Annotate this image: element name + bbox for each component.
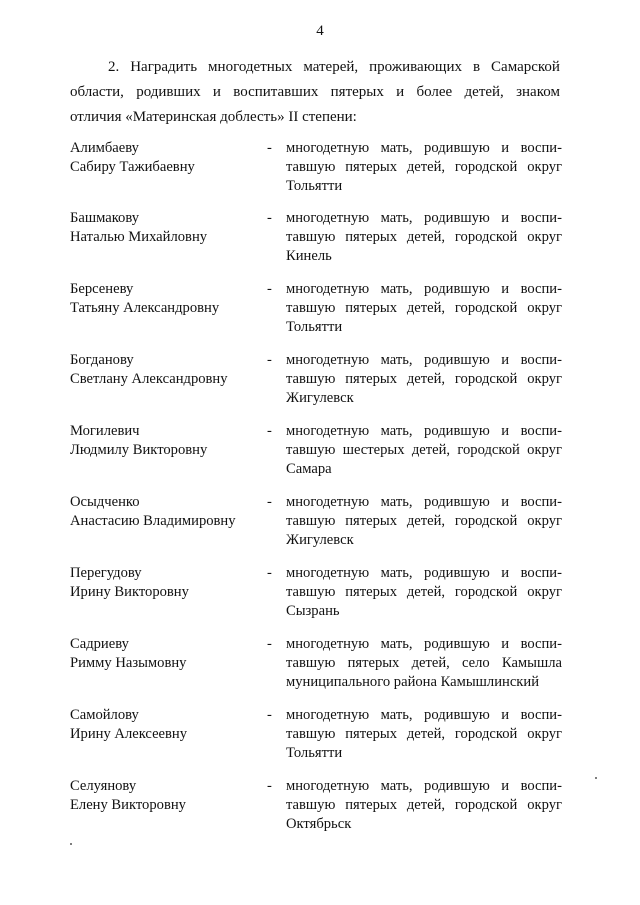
description-word: мать, <box>380 778 413 794</box>
description-word: многодетную <box>286 565 370 581</box>
description-word: и <box>501 352 510 368</box>
intro-word: родивших <box>136 84 201 100</box>
dash-separator: - <box>267 494 272 510</box>
description-word: тавшую <box>286 797 336 813</box>
description-word: пятерых <box>345 797 397 813</box>
recipient-name <box>70 139 260 177</box>
description-word: округ <box>527 797 562 813</box>
dash-separator: - <box>267 707 272 723</box>
description-word: Камышла <box>501 655 562 671</box>
intro-word: детей, <box>464 84 504 100</box>
description-word: воспи- <box>520 565 562 581</box>
description-word: тавшую <box>286 371 336 387</box>
description-word: округ <box>527 442 562 458</box>
intro-word: воспитавших <box>233 84 319 100</box>
description-word: тавшую <box>286 584 336 600</box>
description-word: и <box>501 140 510 156</box>
description-line-3: Самара <box>286 461 332 477</box>
intro-word: знаком <box>516 84 560 100</box>
description-word: родившую <box>424 778 490 794</box>
recipient-description <box>286 493 562 550</box>
description-word: многодетную <box>286 210 370 226</box>
description-word: мать, <box>380 636 413 652</box>
intro-word: Самарской <box>491 59 560 75</box>
recipient-name <box>70 635 260 673</box>
description-word: городской <box>457 442 520 458</box>
description-line-1 <box>286 564 562 583</box>
description-line-1 <box>286 280 562 299</box>
description-word: мать, <box>380 210 413 226</box>
description-word: родившую <box>424 352 490 368</box>
recipient-description <box>286 706 562 763</box>
description-word: и <box>501 565 510 581</box>
description-line-1 <box>286 351 562 370</box>
recipient-given-names: Татьяну Александровну <box>70 300 220 316</box>
recipient-surname: Самойлову <box>70 707 139 723</box>
recipient-given-names: Елену Викторовну <box>70 797 186 813</box>
description-word: детей, <box>411 655 450 671</box>
recipient-given-names: Ирину Алексеевну <box>70 726 188 742</box>
description-word: многодетную <box>286 636 370 652</box>
description-word: тавшую <box>286 300 336 316</box>
description-word: воспи- <box>520 281 562 297</box>
description-word: пятерых <box>345 229 397 245</box>
description-word: воспи- <box>520 636 562 652</box>
description-word: мать, <box>380 565 413 581</box>
description-word: воспи- <box>520 494 562 510</box>
recipient-name <box>70 351 260 389</box>
description-line-2 <box>286 512 562 531</box>
description-word: детей, <box>406 726 446 742</box>
description-word: округ <box>527 726 562 742</box>
description-word: многодетную <box>286 281 370 297</box>
recipient-given-names: Людмилу Викторовну <box>70 442 208 458</box>
description-word: тавшую <box>286 655 336 671</box>
description-word: мать, <box>380 281 413 297</box>
recipient-description <box>286 351 562 408</box>
dash-separator: - <box>267 565 272 581</box>
description-word: городской <box>454 513 518 529</box>
dash-separator: - <box>267 352 272 368</box>
dash-separator: - <box>267 636 272 652</box>
description-line-2 <box>286 228 562 247</box>
description-word: многодетную <box>286 707 370 723</box>
recipient-description <box>286 280 562 337</box>
description-word: округ <box>527 371 562 387</box>
description-word: пятерых <box>345 159 397 175</box>
intro-word: многодетных <box>208 59 293 75</box>
recipient-given-names: Сабиру Тажибаевну <box>70 159 195 175</box>
description-word: воспи- <box>520 210 562 226</box>
description-word: и <box>501 778 510 794</box>
description-word: мать, <box>380 494 413 510</box>
description-line-1 <box>286 493 562 512</box>
recipient-surname: Алимбаеву <box>70 140 139 156</box>
recipient-surname: Башмакову <box>70 210 140 226</box>
description-word: детей, <box>406 797 446 813</box>
recipient-surname: Берсеневу <box>70 281 134 297</box>
description-word: пятерых <box>345 300 397 316</box>
recipient-name <box>70 706 260 744</box>
description-word: и <box>501 494 510 510</box>
description-word: тавшую <box>286 159 336 175</box>
recipient-given-names: Анастасию Владимировну <box>70 513 236 529</box>
description-word: многодетную <box>286 352 370 368</box>
description-word: многодетную <box>286 423 370 439</box>
description-line-3: Жигулевск <box>286 390 354 406</box>
description-line-3: Сызрань <box>286 603 340 619</box>
description-word: тавшую <box>286 442 336 458</box>
description-word: округ <box>527 300 562 316</box>
recipient-description <box>286 635 562 692</box>
description-word: пятерых <box>345 513 397 529</box>
intro-word: и <box>396 84 405 100</box>
description-word: городской <box>454 159 518 175</box>
description-line-3: Кинель <box>286 248 332 264</box>
description-word: пятерых <box>347 655 400 671</box>
description-word: родившую <box>424 210 490 226</box>
description-word: воспи- <box>520 778 562 794</box>
description-line-1 <box>286 139 562 158</box>
description-word: детей, <box>406 371 446 387</box>
recipient-surname: Богданову <box>70 352 134 368</box>
description-line-3: Тольятти <box>286 319 343 335</box>
description-word: и <box>501 707 510 723</box>
description-word: детей, <box>406 300 446 316</box>
page-number: 4 <box>316 23 324 39</box>
intro-line-3: отличия «Материнская доблесть» II степени: <box>70 109 357 125</box>
description-word: воспи- <box>520 140 562 156</box>
description-line-1 <box>286 422 562 441</box>
scan-speck <box>70 843 72 845</box>
description-line-2 <box>286 441 562 460</box>
description-word: тавшую <box>286 229 336 245</box>
recipient-description <box>286 777 562 834</box>
description-word: родившую <box>424 140 490 156</box>
description-word: тавшую <box>286 726 336 742</box>
description-line-2 <box>286 299 562 318</box>
intro-word: пятерых <box>330 84 384 100</box>
intro-word: и <box>212 84 221 100</box>
description-line-3: Октябрьск <box>286 816 352 832</box>
recipient-description <box>286 209 562 266</box>
description-word: многодетную <box>286 140 370 156</box>
dash-separator: - <box>267 423 272 439</box>
description-word: родившую <box>424 281 490 297</box>
description-line-2 <box>286 654 562 673</box>
dash-separator: - <box>267 210 272 226</box>
description-word: воспи- <box>520 352 562 368</box>
description-word: и <box>501 636 510 652</box>
description-line-3: Тольятти <box>286 745 343 761</box>
recipient-name <box>70 777 260 815</box>
description-line-1 <box>286 706 562 725</box>
intro-word: Наградить <box>130 59 198 75</box>
recipient-name <box>70 209 260 247</box>
description-word: городской <box>454 300 518 316</box>
intro-word: в <box>472 59 481 75</box>
dash-separator: - <box>267 140 272 156</box>
description-line-2 <box>286 370 562 389</box>
description-word: мать, <box>380 140 413 156</box>
recipient-surname: Могилевич <box>70 423 140 439</box>
description-word: городской <box>454 797 518 813</box>
recipient-name <box>70 493 260 531</box>
description-word: и <box>501 210 510 226</box>
recipient-given-names: Наталью Михайловну <box>70 229 208 245</box>
description-word: мать, <box>380 352 413 368</box>
description-word: детей, <box>406 229 446 245</box>
description-word: село <box>461 655 490 671</box>
description-word: родившую <box>424 565 490 581</box>
recipient-surname: Перегудову <box>70 565 142 581</box>
description-line-2 <box>286 725 562 744</box>
description-word: мать, <box>380 423 413 439</box>
description-line-3: муниципального района Камышлинский <box>286 674 540 690</box>
dash-separator: - <box>267 281 272 297</box>
description-line-2 <box>286 158 562 177</box>
intro-word: матерей, <box>303 59 359 75</box>
description-word: и <box>501 281 510 297</box>
description-word: шестерых <box>342 442 405 458</box>
description-line-1 <box>286 777 562 796</box>
description-word: округ <box>527 584 562 600</box>
description-word: родившую <box>424 636 490 652</box>
scan-speck <box>595 777 597 779</box>
recipient-description <box>286 564 562 621</box>
description-word: округ <box>527 229 562 245</box>
dash-separator: - <box>267 778 272 794</box>
description-word: воспи- <box>520 707 562 723</box>
recipient-description <box>286 139 562 196</box>
description-word: детей, <box>406 584 446 600</box>
description-word: детей, <box>411 442 451 458</box>
description-word: городской <box>454 371 518 387</box>
description-word: родившую <box>424 494 490 510</box>
description-line-2 <box>286 583 562 602</box>
description-line-1 <box>286 209 562 228</box>
description-word: округ <box>527 159 562 175</box>
description-word: родившую <box>424 423 490 439</box>
recipient-surname: Садриеву <box>70 636 129 652</box>
description-word: воспи- <box>520 423 562 439</box>
intro-word: проживающих <box>369 59 462 75</box>
intro-word: более <box>416 84 453 100</box>
description-word: городской <box>454 584 518 600</box>
recipient-given-names: Римму Назымовну <box>70 655 187 671</box>
description-word: пятерых <box>345 726 397 742</box>
description-line-3: Жигулевск <box>286 532 354 548</box>
description-word: городской <box>454 229 518 245</box>
recipient-surname: Селуянову <box>70 778 137 794</box>
recipient-name <box>70 564 260 602</box>
description-word: городской <box>454 726 518 742</box>
recipient-given-names: Ирину Викторовну <box>70 584 189 600</box>
recipient-name <box>70 422 260 460</box>
description-word: родившую <box>424 707 490 723</box>
description-line-3: Тольятти <box>286 178 343 194</box>
recipient-given-names: Светлану Александровну <box>70 371 228 387</box>
description-word: детей, <box>406 513 446 529</box>
description-word: детей, <box>406 159 446 175</box>
description-word: мать, <box>380 707 413 723</box>
recipient-surname: Осыдченко <box>70 494 140 510</box>
intro-word: области, <box>70 84 124 100</box>
intro-word: 2. <box>108 59 120 75</box>
description-word: и <box>501 423 510 439</box>
description-word: округ <box>527 513 562 529</box>
description-word: тавшую <box>286 513 336 529</box>
description-line-2 <box>286 796 562 815</box>
recipient-description <box>286 422 562 479</box>
description-word: многодетную <box>286 778 370 794</box>
description-word: пятерых <box>345 371 397 387</box>
description-word: многодетную <box>286 494 370 510</box>
description-word: пятерых <box>345 584 397 600</box>
recipient-name <box>70 280 260 318</box>
description-line-1 <box>286 635 562 654</box>
